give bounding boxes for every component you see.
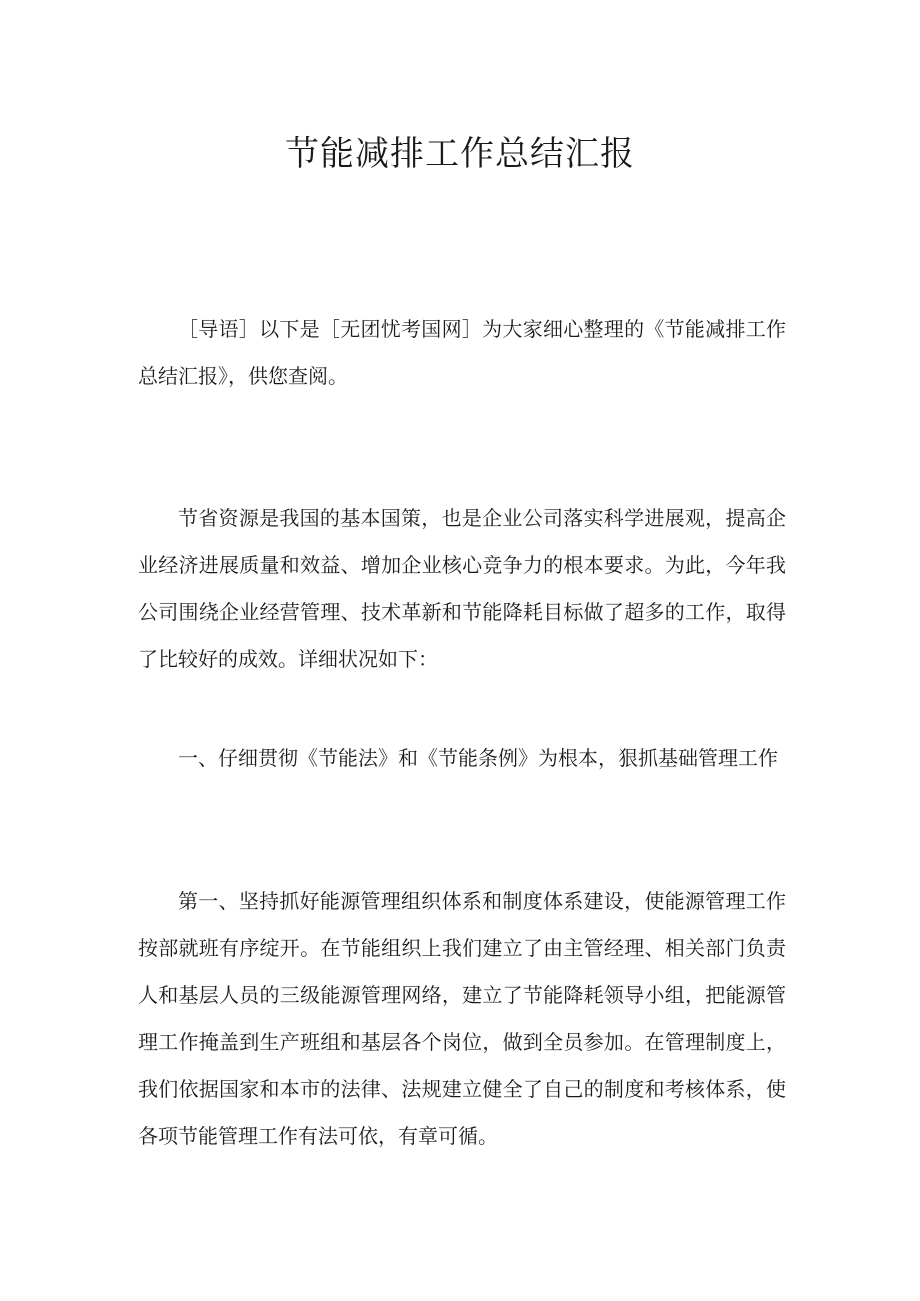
section-heading-one: 一、仔细贯彻《节能法》和《节能条例》为根本，狠抓基础管理工作	[178, 746, 778, 770]
document-title: 节能减排工作总结汇报	[285, 134, 635, 174]
intro-paragraph: ［导语］以下是［无团忧考国网］为大家细心整理的《节能减排工作总结汇报》，供您查阅。	[138, 317, 786, 388]
body-paragraph-first: 第一、坚持抓好能源管理组织体系和制度体系建设，使能源管理工作按部就班有序绽开。在节能组织上我们建立了由主管经理、相关部门负责人和基层人员的三级能源管理网络，建立了节能降耗领导小组，把能源管理工作掩盖到生产班组和基层各个岗位，做到全员参加。在管理制度上，我们依据国家和本市的法律、法规建立健全了自己的制度和考核体系，使各项节能管理工作有法可依，有章可循。	[138, 889, 786, 1148]
body-paragraph-overview: 节省资源是我国的基本国策，也是企业公司落实科学进展观，提高企业经济进展质量和效益、增加企业核心竞争力的根本要求。为此，今年我公司围绕企业经营管理、技术革新和节能降耗目标做了超多的工作，取得了比较好的成效。详细状况如下：	[138, 506, 786, 671]
